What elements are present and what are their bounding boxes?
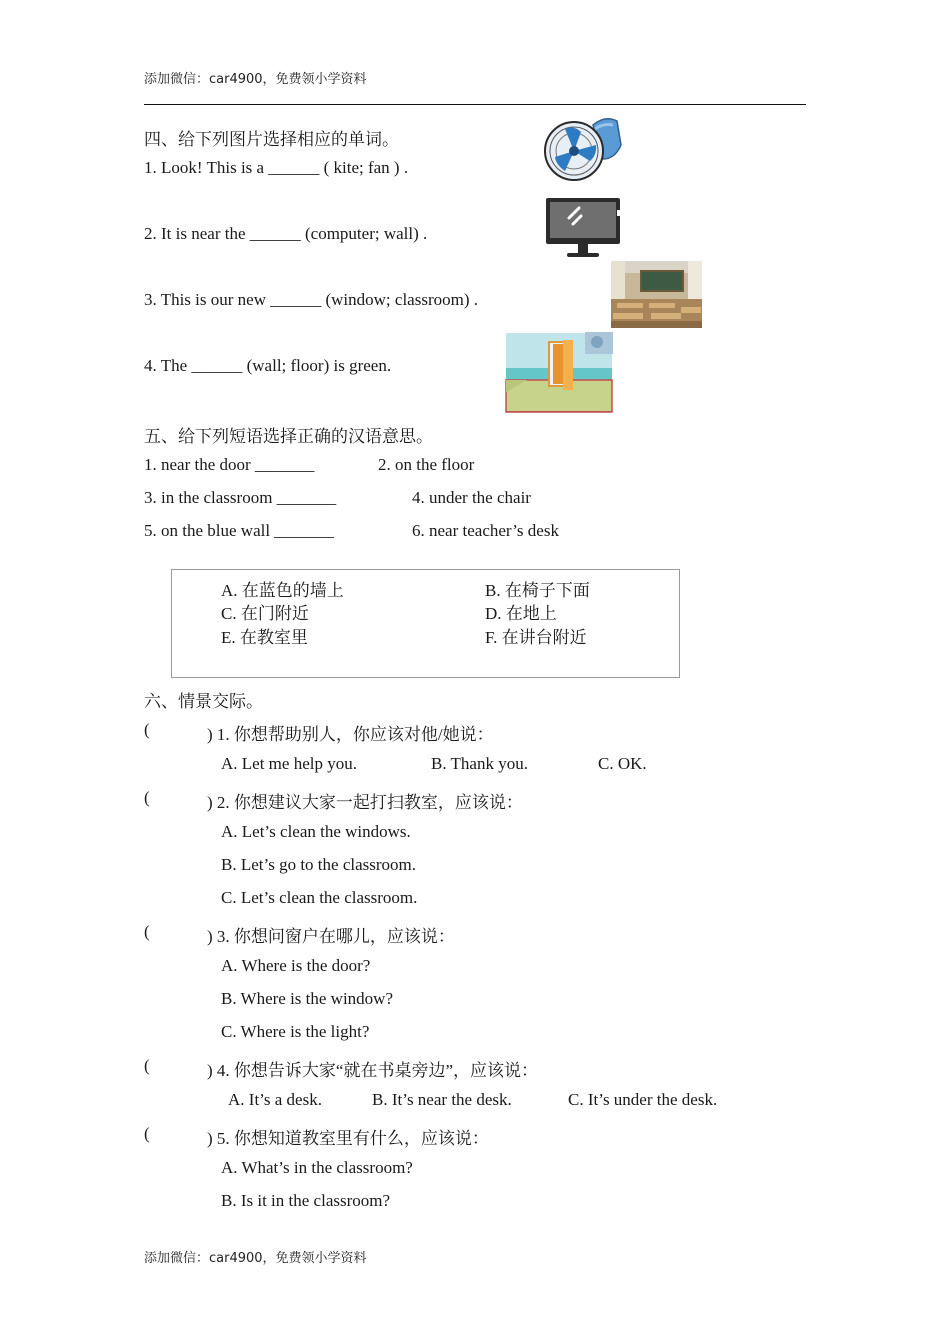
- q2-option-a: A. Let’s clean the windows.: [221, 822, 411, 841]
- section4-item-4: 4. The ______ (wall; floor) is green.: [144, 356, 392, 375]
- q2-option-b: B. Let’s go to the classroom.: [221, 855, 417, 874]
- computer-monitor-icon: [543, 196, 623, 260]
- answer-blank-3: (: [144, 922, 150, 941]
- q4-option-c: C. It’s under the desk.: [568, 1090, 718, 1109]
- phrase-6: 6. near teacher’s desk: [412, 521, 559, 540]
- q1-option-c: C. OK.: [598, 754, 647, 773]
- option-c: C. 在门附近: [221, 604, 309, 623]
- page-header: 添加微信：car4900，免费领小学资料: [144, 72, 367, 87]
- question-5: ) 5. 你想知道教室里有什么，应该说：: [207, 1129, 489, 1148]
- classroom-photo: [611, 261, 702, 328]
- option-e: E. 在教室里: [221, 628, 308, 647]
- fan-icon: [543, 115, 623, 185]
- page-footer: 添加微信：car4900，免费领小学资料: [144, 1251, 367, 1266]
- option-a: A. 在蓝色的墙上: [221, 581, 344, 600]
- phrase-1: 1. near the door _______: [144, 455, 315, 474]
- section4-item-2: 2. It is near the ______ (computer; wall) .: [144, 224, 428, 243]
- question-4: ) 4. 你想告诉大家“就在书桌旁边”，应该说：: [207, 1061, 539, 1080]
- room-wall-floor-illustration: [505, 332, 613, 413]
- section6-title: 六、情景交际。: [144, 692, 263, 711]
- phrase-5: 5. on the blue wall _______: [144, 521, 334, 540]
- question-3: ) 3. 你想问窗户在哪儿，应该说：: [207, 927, 455, 946]
- q5-option-b: B. Is it in the classroom?: [221, 1191, 391, 1210]
- q4-option-a: A. It’s a desk.: [228, 1090, 322, 1109]
- q2-option-c: C. Let’s clean the classroom.: [221, 888, 418, 907]
- option-b: B. 在椅子下面: [485, 581, 590, 600]
- question-2: ) 2. 你想建议大家一起打扫教室，应该说：: [207, 793, 523, 812]
- header-divider: [144, 104, 806, 105]
- answer-blank-5: (: [144, 1124, 150, 1143]
- phrase-4: 4. under the chair: [412, 488, 531, 507]
- q3-option-a: A. Where is the door?: [221, 956, 371, 975]
- q5-option-a: A. What’s in the classroom?: [221, 1158, 413, 1177]
- section4-item-1: 1. Look! This is a ______ ( kite; fan ) .: [144, 158, 409, 177]
- section5-title: 五、给下列短语选择正确的汉语意思。: [144, 427, 433, 446]
- q3-option-c: C. Where is the light?: [221, 1022, 370, 1041]
- answer-blank-2: (: [144, 788, 150, 807]
- section4-title: 四、给下列图片选择相应的单词。: [144, 130, 399, 149]
- phrase-2: 2. on the floor: [378, 455, 475, 474]
- option-d: D. 在地上: [485, 604, 557, 623]
- section4-item-3: 3. This is our new ______ (window; classroom) .: [144, 290, 478, 309]
- q3-option-b: B. Where is the window?: [221, 989, 394, 1008]
- q1-option-a: A. Let me help you.: [221, 754, 357, 773]
- q4-option-b: B. It’s near the desk.: [372, 1090, 512, 1109]
- option-f: F. 在讲台附近: [485, 628, 587, 647]
- answer-blank-4: (: [144, 1056, 150, 1075]
- q1-option-b: B. Thank you.: [431, 754, 528, 773]
- phrase-3: 3. in the classroom _______: [144, 488, 337, 507]
- question-1: ) 1. 你想帮助别人，你应该对他/她说：: [207, 725, 494, 744]
- answer-blank-1: (: [144, 720, 150, 739]
